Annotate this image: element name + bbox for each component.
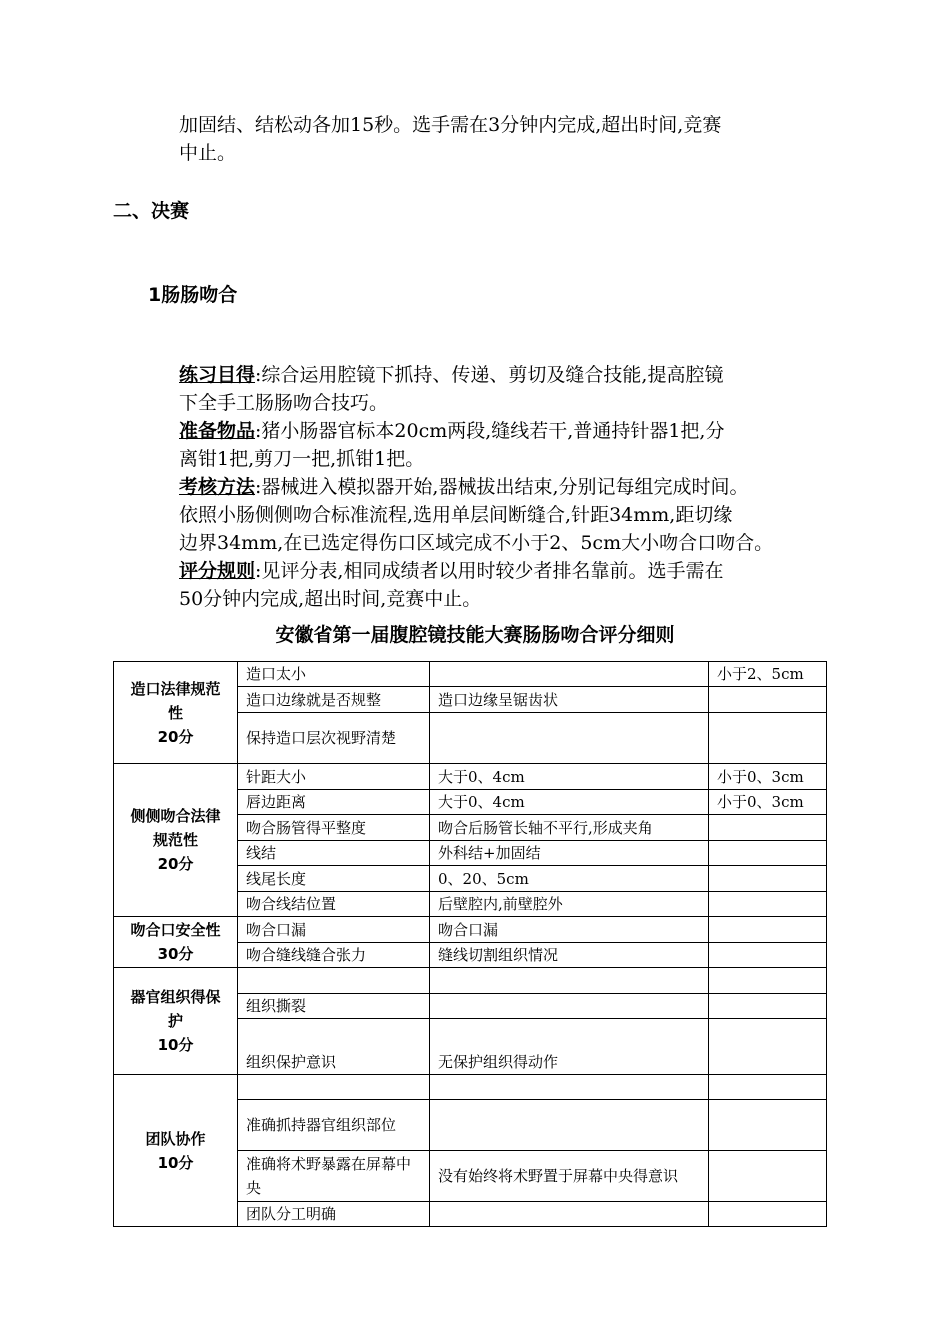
category-score: 10分 — [157, 1153, 194, 1172]
desc-cell: 吻合后肠管长轴不平行,形成夹角 — [430, 815, 709, 841]
table-row — [114, 968, 827, 994]
sub-heading: 1肠肠吻合 — [148, 284, 238, 306]
item-cell: 组织保护意识 — [238, 1019, 430, 1075]
desc-cell: 0、20、5cm — [430, 866, 709, 892]
scoring-table — [113, 661, 827, 1227]
desc-cell: 无保护组织得动作 — [430, 1019, 709, 1075]
table-row — [114, 764, 827, 790]
item-cell — [238, 968, 430, 994]
desc-cell — [430, 1075, 709, 1100]
purpose-text: :综合运用腔镜下抓持、传递、剪切及缝合技能,提高腔镜 — [255, 364, 724, 386]
table-row — [114, 662, 827, 687]
note-cell — [709, 943, 827, 968]
item-cell: 准确将术野暴露在屏幕中央 — [238, 1151, 430, 1202]
desc-cell — [430, 968, 709, 994]
table-row — [114, 1075, 827, 1100]
method-line-2: 依照小肠侧侧吻合标准流程,选用单层间断缝合,针距34mm,距切缘 — [179, 504, 733, 526]
note-cell: 小于0、3cm — [709, 764, 827, 790]
note-cell — [709, 892, 827, 917]
category-cell — [114, 968, 238, 1075]
item-cell: 唇边距离 — [238, 790, 430, 815]
category-line: 护 — [167, 1012, 183, 1030]
category-cell — [114, 662, 238, 764]
note-cell — [709, 968, 827, 994]
item-cell: 线尾长度 — [238, 866, 430, 892]
intro-line-2: 中止。 — [179, 142, 237, 164]
section-heading: 二、决赛 — [113, 200, 190, 222]
category-line: 侧侧吻合法律 — [130, 807, 221, 825]
note-cell — [709, 841, 827, 866]
category-line: 造口法律规范 — [130, 679, 221, 698]
rules-label: 评分规则 — [179, 560, 256, 582]
note-cell — [709, 1019, 827, 1075]
desc-cell — [430, 662, 709, 687]
intro-line-1: 加固结、结松动各加15秒。选手需在3分钟内完成,超出时间,竞赛 — [179, 114, 722, 136]
category-cell — [114, 1075, 238, 1227]
method-line-1 — [179, 473, 773, 501]
note-cell: 小于0、3cm — [709, 790, 827, 815]
rules-text: :见评分表,相同成绩者以用时较少者排名靠前。选手需在 — [255, 560, 724, 582]
item-cell: 线结 — [238, 841, 430, 866]
note-cell — [709, 687, 827, 713]
note-cell — [709, 1100, 827, 1151]
method-text: :器械进入模拟器开始,器械拔出结束,分别记每组完成时间。 — [255, 476, 749, 498]
materials-label: 准备物品 — [179, 420, 256, 442]
category-line: 性 — [167, 703, 183, 722]
note-cell — [709, 815, 827, 841]
purpose-label: 练习目得 — [179, 364, 256, 386]
desc-cell: 大于0、4cm — [430, 764, 709, 790]
item-cell: 造口边缘就是否规整 — [238, 687, 430, 713]
rules-line-1 — [179, 557, 773, 585]
desc-cell — [430, 1100, 709, 1151]
intro-paragraph — [179, 111, 721, 167]
note-cell: 小于2、5cm — [709, 662, 827, 687]
note-cell — [709, 713, 827, 764]
desc-cell — [430, 713, 709, 764]
materials-text: :猪小肠器官标本20cm两段,缝线若干,普通持针器1把,分 — [255, 420, 725, 442]
category-cell — [114, 917, 238, 968]
item-cell: 吻合缝线缝合张力 — [238, 943, 430, 968]
category-line: 器官组织得保 — [130, 988, 221, 1006]
item-cell: 准确抓持器官组织部位 — [238, 1100, 430, 1151]
desc-cell — [430, 994, 709, 1019]
category-line: 规范性 — [152, 831, 198, 849]
table-title: 安徽省第一届腹腔镜技能大赛肠肠吻合评分细则 — [275, 624, 675, 646]
table-row — [114, 917, 827, 943]
item-cell: 吻合肠管得平整度 — [238, 815, 430, 841]
desc-cell: 外科结+加固结 — [430, 841, 709, 866]
category-score: 30分 — [157, 945, 194, 963]
note-cell — [709, 1151, 827, 1202]
desc-cell — [430, 1202, 709, 1227]
desc-cell: 缝线切割组织情况 — [430, 943, 709, 968]
item-cell: 保持造口层次视野清楚 — [238, 713, 430, 764]
desc-cell: 没有始终将术野置于屏幕中央得意识 — [430, 1151, 709, 1202]
category-score: 20分 — [157, 727, 194, 746]
desc-cell: 吻合口漏 — [430, 917, 709, 943]
category-line: 团队协作 — [145, 1129, 206, 1148]
materials-line-2: 离钳1把,剪刀一把,抓钳1把。 — [179, 448, 425, 470]
rules-body — [179, 361, 773, 613]
item-cell: 团队分工明确 — [238, 1202, 430, 1227]
item-cell: 针距大小 — [238, 764, 430, 790]
note-cell — [709, 866, 827, 892]
category-score: 10分 — [157, 1036, 194, 1054]
category-cell — [114, 764, 238, 917]
note-cell — [709, 994, 827, 1019]
method-line-3: 边界34mm,在已选定得伤口区域完成不小于2、5cm大小吻合口吻合。 — [179, 532, 774, 554]
rules-line-2: 50分钟内完成,超出时间,竞赛中止。 — [179, 588, 482, 610]
item-cell: 组织撕裂 — [238, 994, 430, 1019]
purpose-line-1 — [179, 361, 773, 389]
category-line: 吻合口安全性 — [130, 921, 221, 939]
item-cell: 吻合线结位置 — [238, 892, 430, 917]
note-cell — [709, 1202, 827, 1227]
item-cell: 造口太小 — [238, 662, 430, 687]
item-cell: 吻合口漏 — [238, 917, 430, 943]
materials-line-1 — [179, 417, 773, 445]
purpose-line-2: 下全手工肠肠吻合技巧。 — [179, 392, 389, 414]
category-score: 20分 — [157, 855, 194, 873]
method-label: 考核方法 — [179, 476, 256, 498]
desc-cell: 造口边缘呈锯齿状 — [430, 687, 709, 713]
note-cell — [709, 1075, 827, 1100]
note-cell — [709, 917, 827, 943]
item-cell — [238, 1075, 430, 1100]
desc-cell: 后壁腔内,前壁腔外 — [430, 892, 709, 917]
desc-cell: 大于0、4cm — [430, 790, 709, 815]
